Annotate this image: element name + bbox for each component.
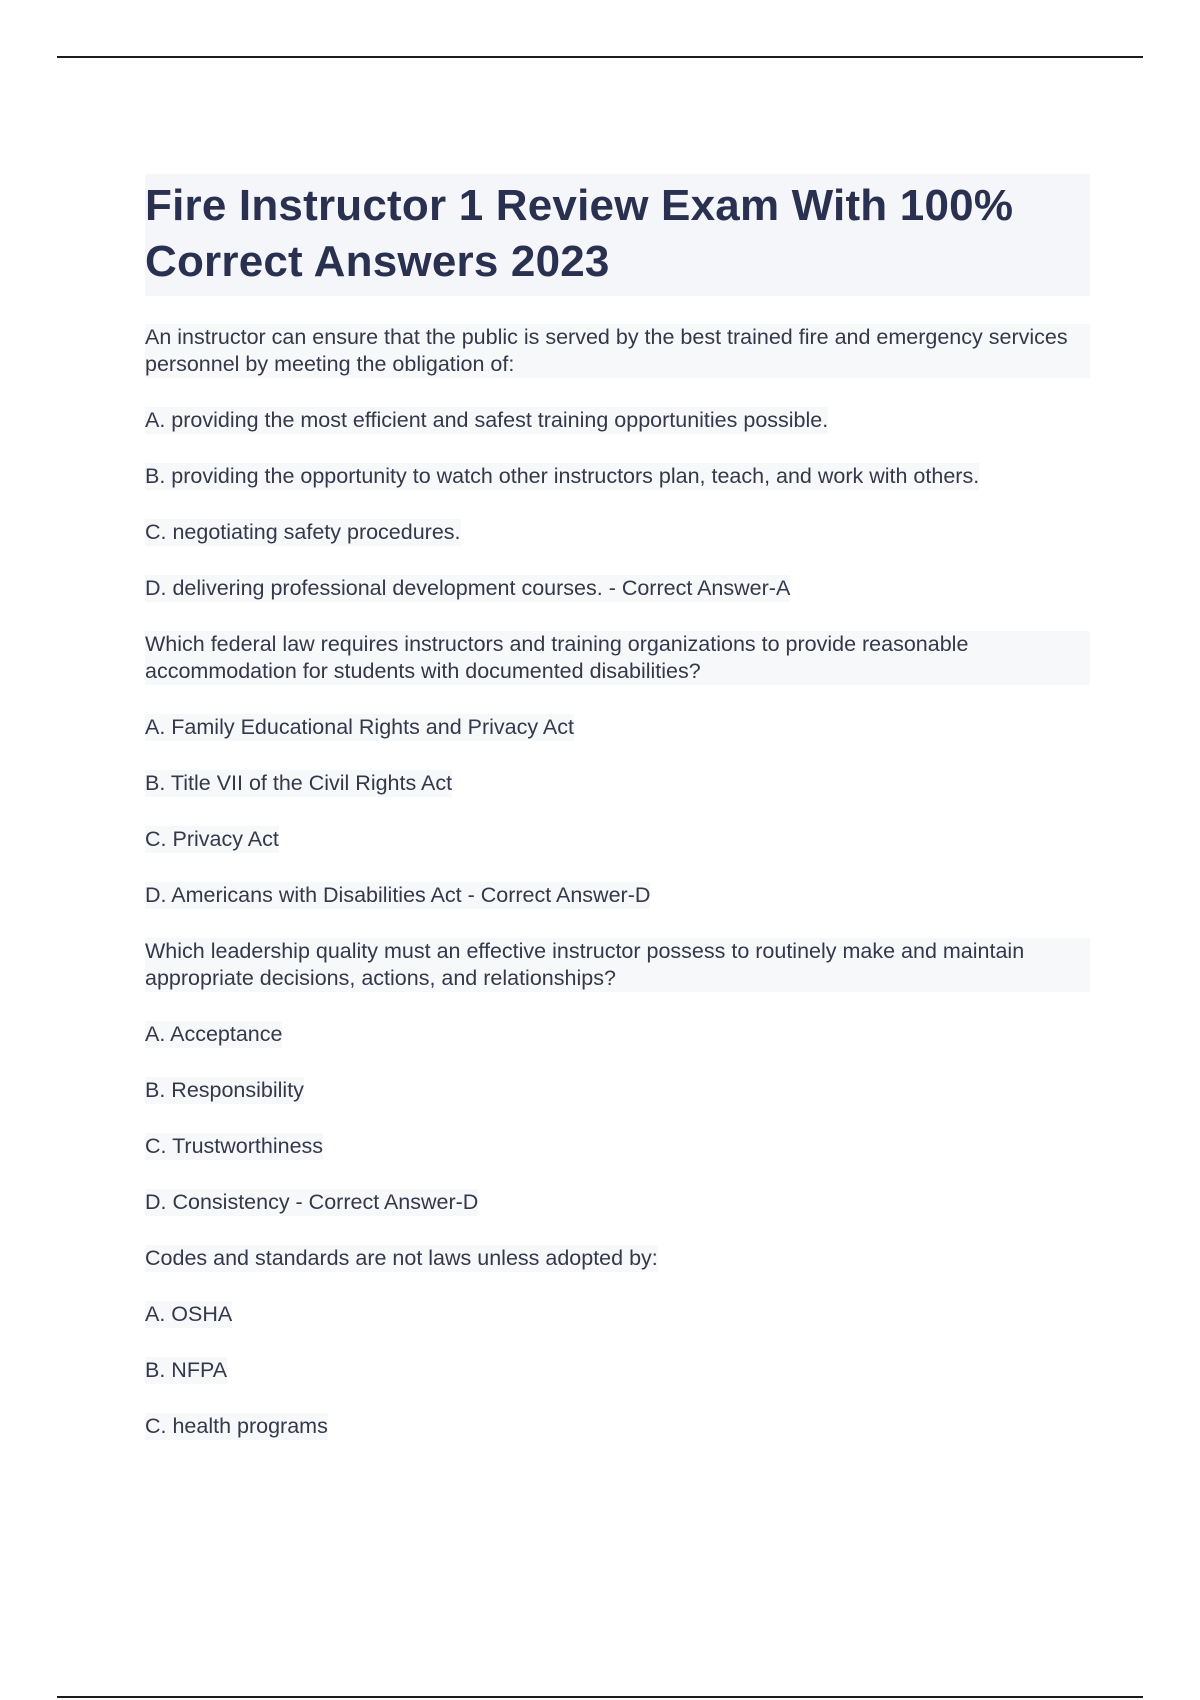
answer-option: A. Family Educational Rights and Privacy Act — [145, 715, 574, 739]
question-block-4 — [145, 1245, 1090, 1440]
answer-option: C. health programs — [145, 1414, 328, 1438]
answer-option: B. providing the opportunity to watch other instructors plan, teach, and work with others. — [145, 464, 980, 488]
document-body — [145, 174, 1090, 1469]
answer-option-with-correct-answer: D. Americans with Disabilities Act - Correct Answer-D — [145, 883, 651, 907]
answer-option: C. Trustworthiness — [145, 1134, 324, 1158]
answer-option-with-correct-answer: D. Consistency - Correct Answer-D — [145, 1190, 479, 1214]
answer-option: A. providing the most efficient and safest training opportunities possible. — [145, 408, 829, 432]
question-block-1 — [145, 324, 1090, 602]
answer-option: A. OSHA — [145, 1302, 233, 1326]
answer-option: B. Title VII of the Civil Rights Act — [145, 771, 453, 795]
question-text: Which federal law requires instructors and training organizations to provide reasonable accommodation for students with documented disabilities? — [145, 631, 1090, 685]
question-block-3 — [145, 938, 1090, 1216]
answer-option: B. NFPA — [145, 1358, 228, 1382]
answer-option-with-correct-answer: D. delivering professional development courses. - Correct Answer-A — [145, 576, 791, 600]
question-text: Codes and standards are not laws unless adopted by: — [145, 1246, 658, 1270]
page-title: Fire Instructor 1 Review Exam With 100% Correct Answers 2023 — [145, 181, 1014, 286]
question-text: An instructor can ensure that the public is served by the best trained fire and emergency services personnel by meeting the obligation of: — [145, 324, 1090, 378]
answer-option: C. Privacy Act — [145, 827, 279, 851]
top-rule — [57, 56, 1143, 58]
question-text: Which leadership quality must an effective instructor possess to routinely make and maintain appropriate decisions, actions, and relationships? — [145, 938, 1090, 992]
bottom-rule — [57, 1696, 1143, 1698]
answer-option: C. negotiating safety procedures. — [145, 520, 461, 544]
answer-option: A. Acceptance — [145, 1022, 283, 1046]
title-block — [145, 174, 1090, 296]
answer-option: B. Responsibility — [145, 1078, 304, 1102]
question-block-2 — [145, 631, 1090, 909]
